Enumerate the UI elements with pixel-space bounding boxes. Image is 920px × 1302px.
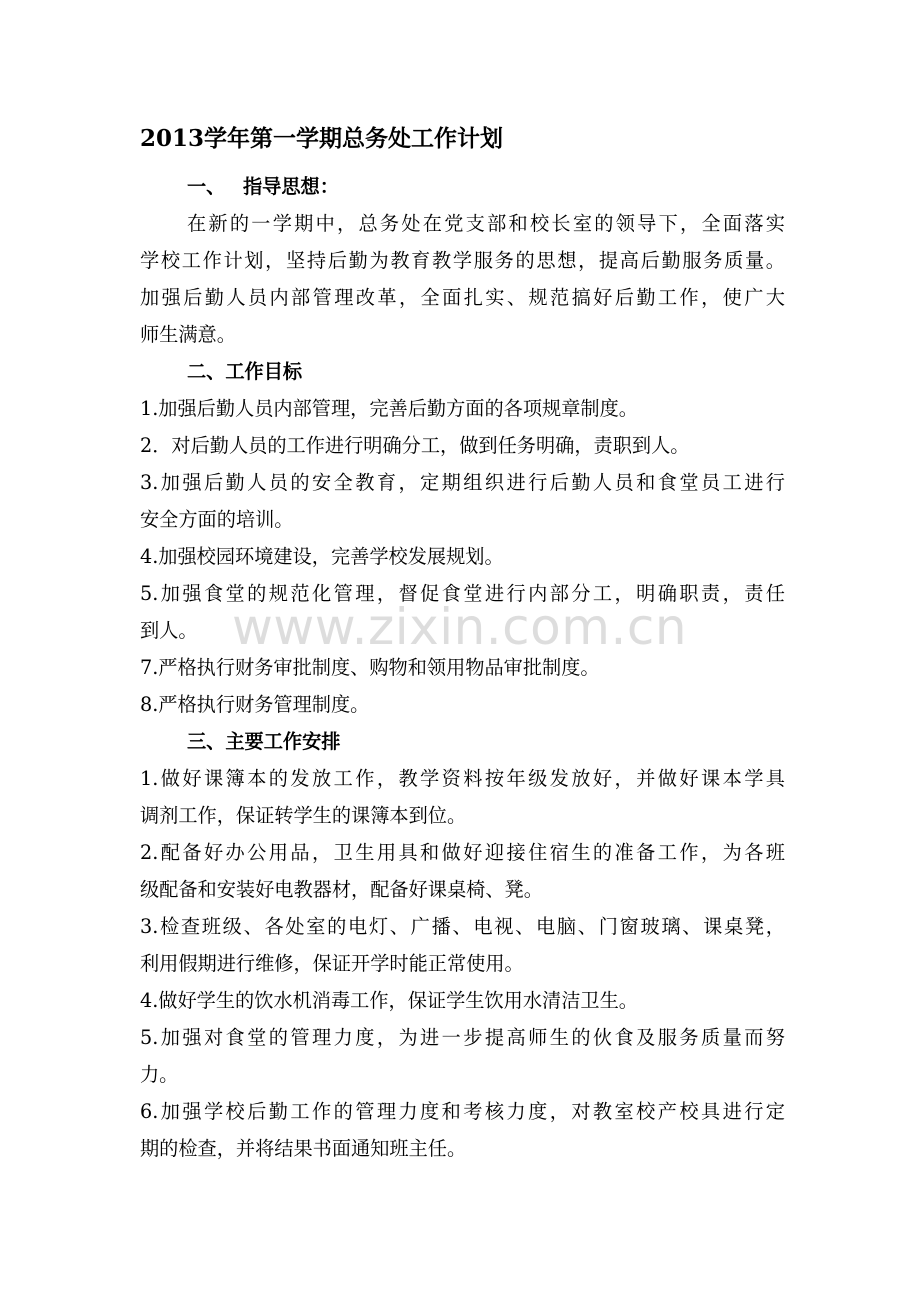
list-item-continuation: 期的检查，并将结果书面通知班主任。: [140, 1137, 467, 1160]
watermark-text: www.zixin.com.cn: [232, 598, 688, 656]
document-title: 2013学年第一学期总务处工作计划: [140, 125, 504, 152]
list-item: 8.严格执行财务管理制度。: [140, 693, 370, 716]
list-item-continuation: 调剂工作，保证转学生的课簿本到位。: [140, 804, 467, 827]
list-item: 3.加强后勤人员的安全教育，定期组织进行后勤人员和食堂员工进行: [140, 471, 785, 494]
list-item: 5.加强对食堂的管理力度，为进一步提高师生的伙食及服务质量而努: [140, 1026, 785, 1049]
list-item-continuation: 力。: [140, 1063, 179, 1086]
section-title: 指导思想：: [243, 175, 339, 198]
section-heading-guiding-ideology: [140, 168, 785, 205]
list-item: 6.加强学校后勤工作的管理力度和考核力度，对教室校产校具进行定: [140, 1100, 785, 1123]
paragraph-line: 学校工作计划，坚持后勤为教育教学服务的思想，提高后勤服务质量。: [140, 249, 785, 272]
paragraph-line: 在新的一学期中，总务处在党支部和校长室的领导下，全面落实: [187, 212, 785, 235]
list-item: 7.严格执行财务审批制度、购物和领用物品审批制度。: [140, 656, 600, 679]
list-item-continuation: 利用假期进行维修，保证开学时能正常使用。: [140, 952, 524, 975]
document-body: [140, 168, 785, 1167]
list-item: 1.做好课簿本的发放工作，教学资料按年级发放好，并做好课本学具: [140, 767, 785, 790]
list-item: 4.做好学生的饮水机消毒工作，保证学生饮用水清洁卫生。: [140, 989, 638, 1012]
list-item: 2．对后勤人员的工作进行明确分工，做到任务明确，责职到人。: [140, 434, 690, 457]
list-item: 5.加强食堂的规范化管理，督促食堂进行内部分工，明确职责，责任: [140, 582, 785, 605]
section-heading-main-arrangements: 三、主要工作安排: [187, 730, 341, 753]
section-heading-work-goals: 二、工作目标: [187, 360, 303, 383]
list-item: 2.配备好办公用品，卫生用具和做好迎接住宿生的准备工作，为各班: [140, 841, 785, 864]
paragraph-line: 师生满意。: [140, 323, 236, 346]
list-item-continuation: 安全方面的培训。: [140, 508, 294, 531]
list-item-continuation: 到人。: [140, 619, 198, 642]
list-item-continuation: 级配备和安装好电教器材，配备好课桌椅、凳。: [140, 878, 543, 901]
section-number: 一、: [187, 175, 226, 198]
list-item: 3.检查班级、各处室的电灯、广播、电视、电脑、门窗玻璃、课桌凳，: [140, 915, 785, 938]
list-item: 4.加强校园环境建设，完善学校发展规划。: [140, 545, 504, 568]
paragraph-line: 加强后勤人员内部管理改革，全面扎实、规范搞好后勤工作，使广大: [140, 286, 785, 309]
list-item: 1.加强后勤人员内部管理，完善后勤方面的各项规章制度。: [140, 397, 638, 420]
